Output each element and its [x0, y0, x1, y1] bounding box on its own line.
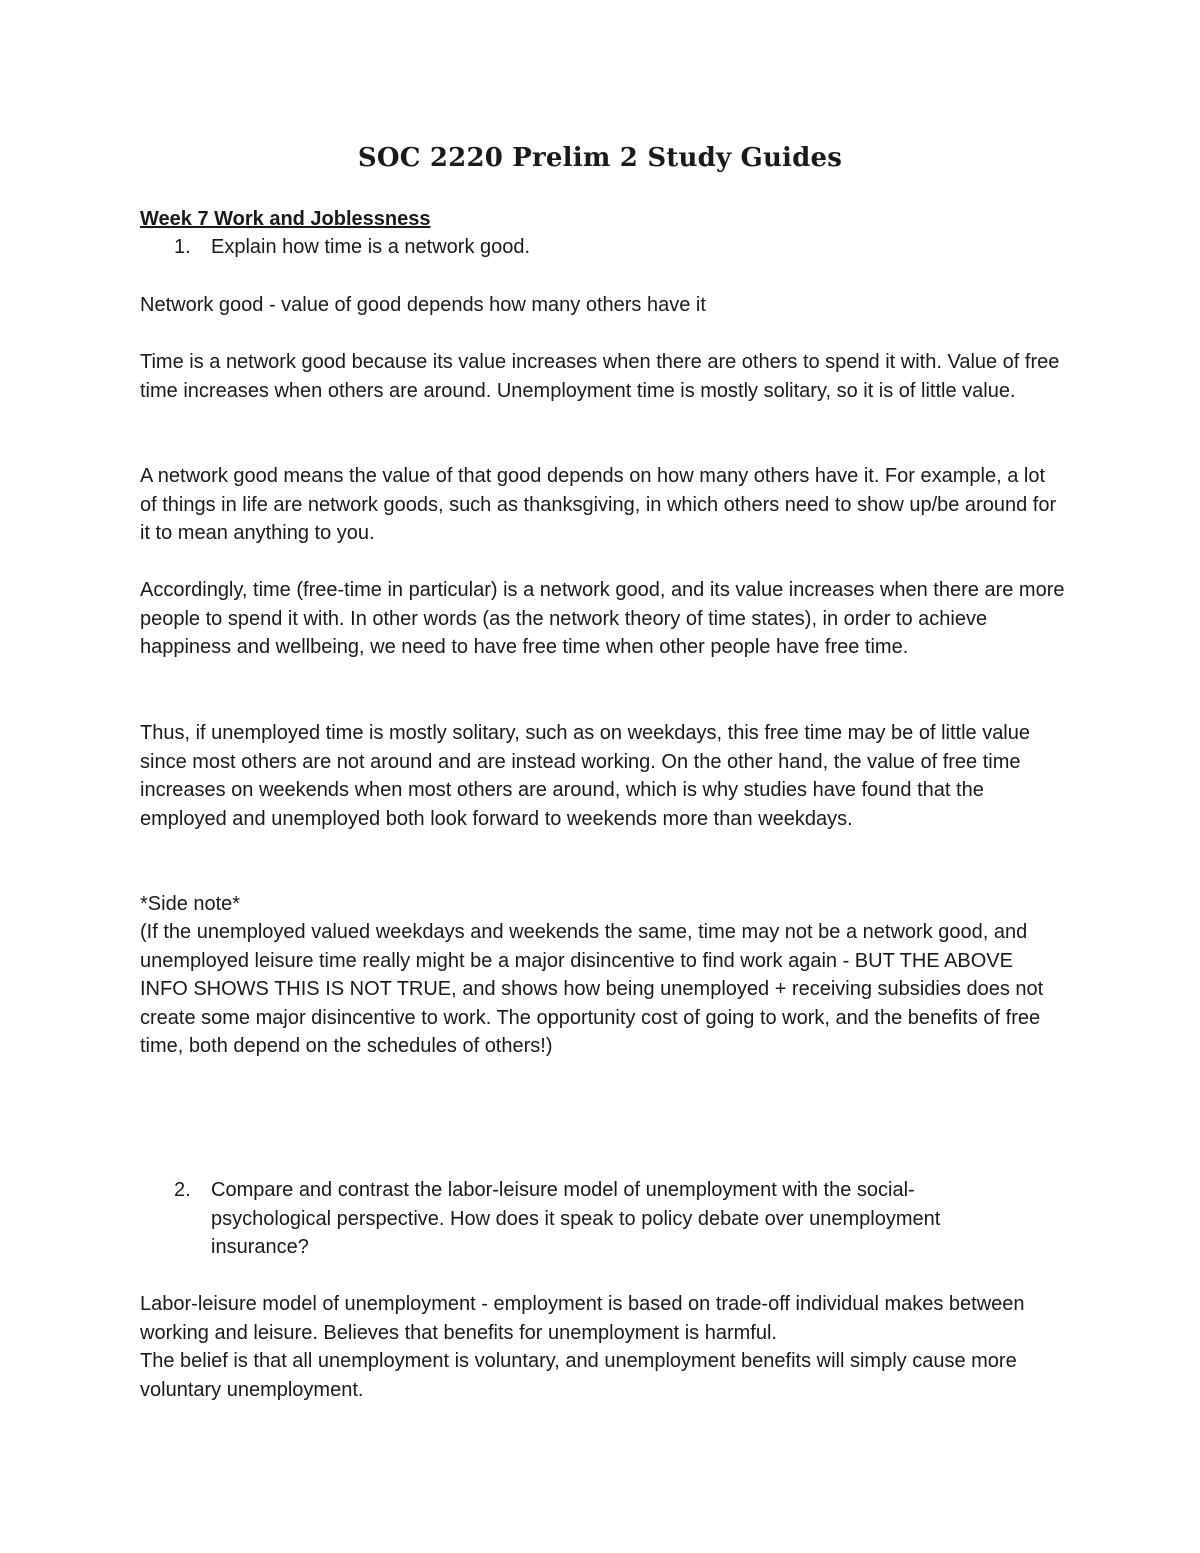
side-note-label: *Side note*: [140, 893, 241, 915]
paragraph: Thus, if unemployed time is mostly solitary, such as on weekdays, this free time may be of little value since most others are not around and are instead working. On the other hand, the value of free time increases on weekends when most others are around, which is why studies have found that the employed and unemployed both look forward to weekends more than weekdays.: [140, 722, 1030, 830]
paragraph: Labor-leisure model of unemployment - employment is based on trade-off individual makes between working and leisure. Believes that benefits for unemployment is harmful.: [140, 1293, 1025, 1344]
question-number: 2.: [174, 1179, 191, 1201]
paragraph: A network good means the value of that good depends on how many others have it. For example, a lot of things in life are network goods, such as thanksgiving, in which others need to show up/be around for it to mean anything to you.: [140, 465, 1057, 545]
side-note-paragraph: (If the unemployed valued weekdays and weekends the same, time may not be a network good, and unemployed leisure time really might be a major disincentive to find work again - BUT THE ABOVE INFO SHOWS THIS IS NOT TRUE, and shows how being unemployed + receiving subsidies does not create some major disincentive to work. The opportunity cost of going to work, and the benefits of free time, both depend on the schedules of others!): [140, 921, 1044, 1058]
paragraph: Network good - value of good depends how many others have it: [140, 294, 706, 316]
question-number: 1.: [174, 236, 191, 258]
question-text: Compare and contrast the labor-leisure model of unemployment with the social-psychological perspective. How does it speak to policy debate over unemployment insurance?: [211, 1179, 941, 1259]
document-title: SOC 2220 Prelim 2 Study Guides: [357, 143, 843, 173]
paragraph: Accordingly, time (free-time in particular) is a network good, and its value increases when there are more people to spend it with. In other words (as the network theory of time states), in order to achieve happiness and wellbeing, we need to have free time when other people have free time.: [140, 579, 1065, 659]
question-text: Explain how time is a network good.: [211, 236, 531, 258]
section-heading: Week 7 Work and Joblessness: [140, 208, 431, 230]
paragraph: The belief is that all unemployment is voluntary, and unemployment benefits will simply cause more voluntary unemployment.: [140, 1350, 1017, 1401]
paragraph: Time is a network good because its value increases when there are others to spend it with. Value of free time increases when others are around. Unemployment time is mostly solitary, so it is of little value.: [140, 351, 1060, 402]
